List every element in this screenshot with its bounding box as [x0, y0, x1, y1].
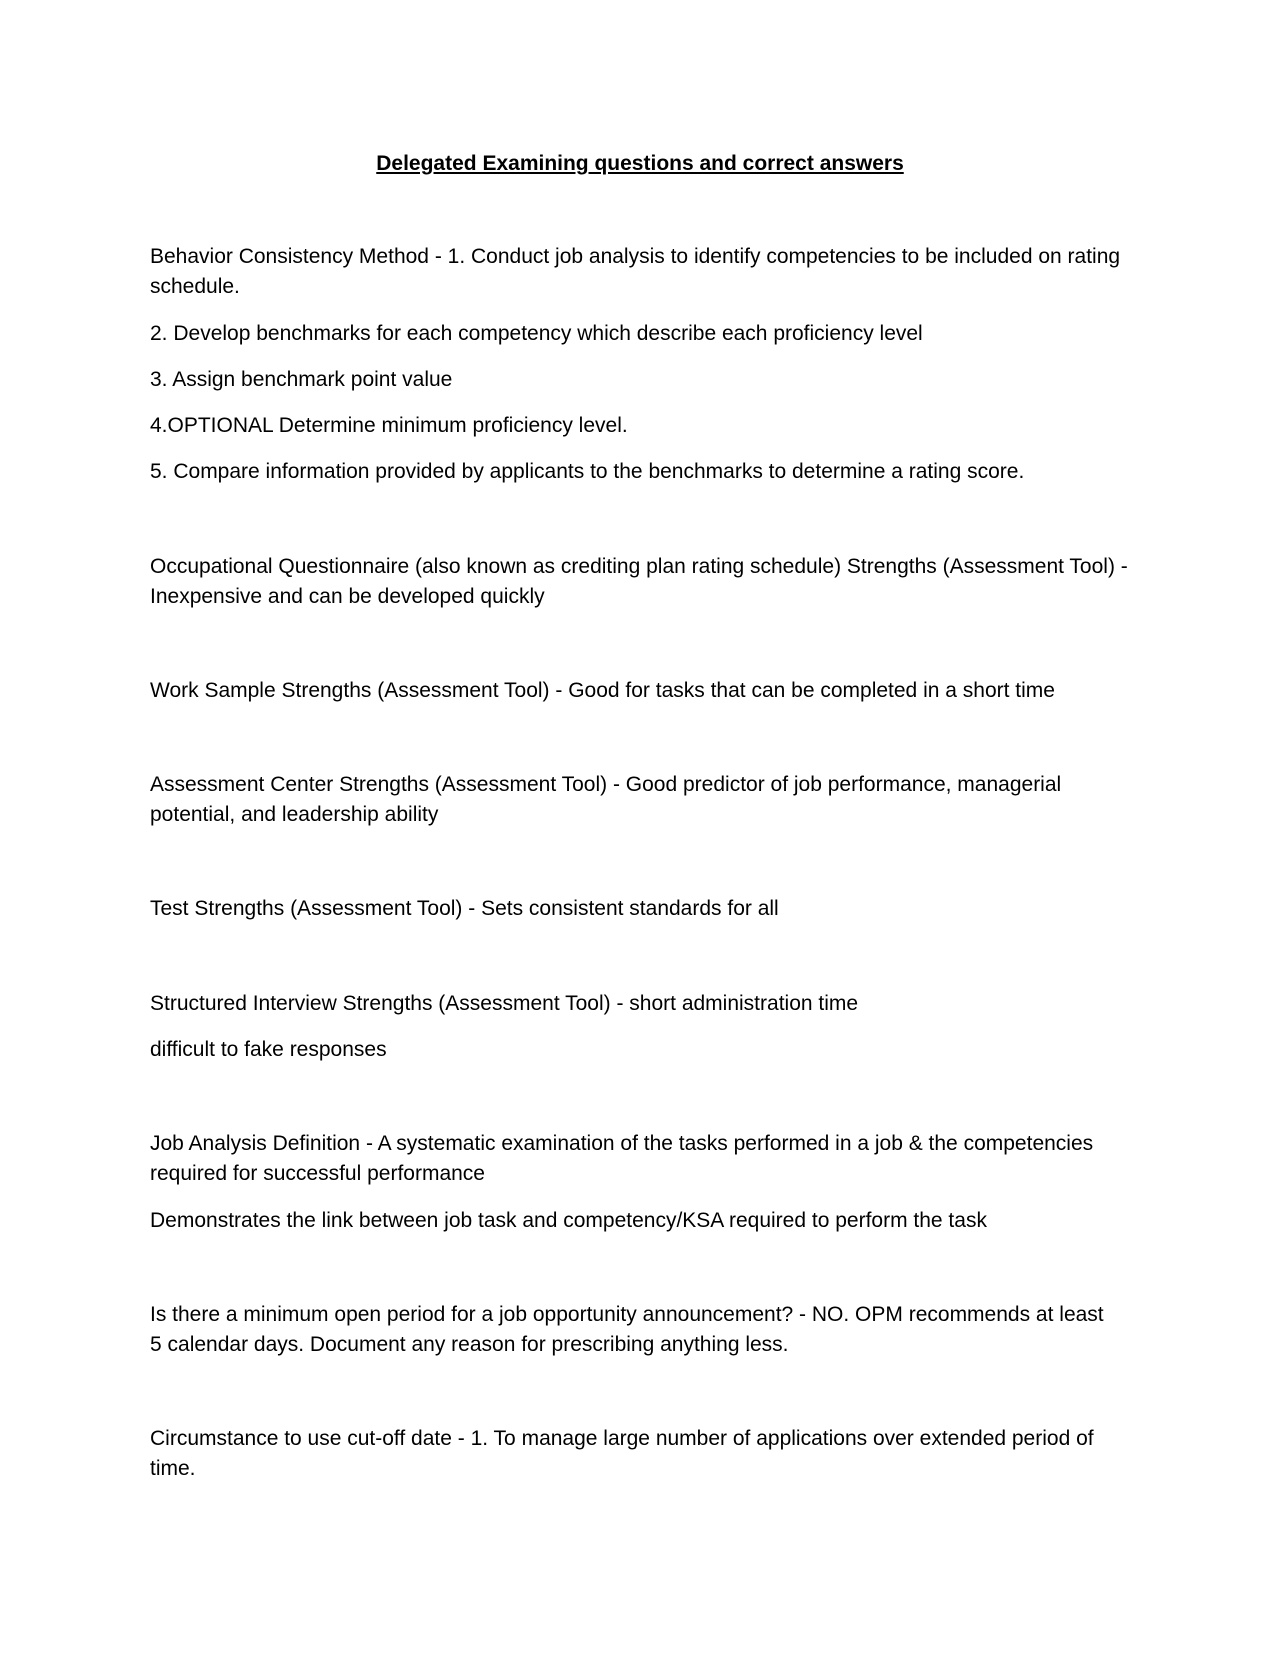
qa-bcm-step-5: 5. Compare information provided by applicants to the benchmarks to determine a rating score.: [150, 460, 1025, 483]
qa-bcm-step-3: 3. Assign benchmark point value: [150, 368, 453, 391]
qa-job-analysis-line-1: Job Analysis Definition - A systematic examination of the tasks performed in a job & the competencies: [150, 1132, 1094, 1155]
qa-job-analysis-line-2: required for successful performance: [150, 1162, 485, 1185]
qa-occupational-line-1: Occupational Questionnaire (also known as crediting plan rating schedule) Strengths (Assessment Tool) -: [150, 555, 1128, 578]
qa-assessment-center-line-2: potential, and leadership ability: [150, 803, 439, 826]
qa-bcm-step-2: 2. Develop benchmarks for each competency which describe each proficiency level: [150, 322, 923, 345]
qa-work-sample: Work Sample Strengths (Assessment Tool) - Good for tasks that can be completed in a short time: [150, 679, 1055, 702]
qa-job-analysis-line-3: Demonstrates the link between job task and competency/KSA required to perform the task: [150, 1209, 987, 1232]
qa-open-period-line-1: Is there a minimum open period for a job opportunity announcement? - NO. OPM recommends at least: [150, 1303, 1104, 1326]
qa-structured-interview-line-1: Structured Interview Strengths (Assessment Tool) - short administration time: [150, 992, 859, 1015]
qa-cutoff-date-line-2: time.: [150, 1457, 196, 1480]
qa-test-strengths: Test Strengths (Assessment Tool) - Sets consistent standards for all: [150, 897, 779, 920]
qa-occupational-line-2: Inexpensive and can be developed quickly: [150, 585, 545, 608]
qa-bcm-step-4: 4.OPTIONAL Determine minimum proficiency level.: [150, 414, 628, 437]
qa-assessment-center-line-1: Assessment Center Strengths (Assessment Tool) - Good predictor of job performance, managerial: [150, 773, 1062, 796]
qa-structured-interview-line-2: difficult to fake responses: [150, 1038, 387, 1061]
qa-bcm-line-2: schedule.: [150, 275, 240, 298]
document-title: Delegated Examining questions and correct answers: [376, 152, 904, 175]
qa-open-period-line-2: 5 calendar days. Document any reason for prescribing anything less.: [150, 1333, 789, 1356]
qa-bcm-line-1: Behavior Consistency Method - 1. Conduct job analysis to identify competencies to be included on rating: [150, 245, 1121, 268]
qa-cutoff-date-line-1: Circumstance to use cut-off date - 1. To manage large number of applications over extended period of: [150, 1427, 1094, 1450]
